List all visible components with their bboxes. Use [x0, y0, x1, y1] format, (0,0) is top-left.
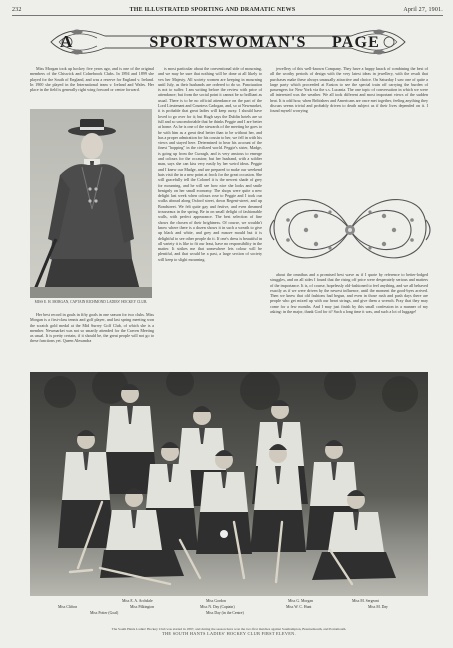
- player-name: Miss Potter (Goal): [90, 611, 119, 615]
- portrait-caption: MISS E. H. MORGAN, CAPTAIN RICHMOND LADIES' HOCKEY CLUB.: [34, 300, 148, 304]
- team-name-list: [30, 599, 428, 625]
- running-header: [12, 4, 443, 16]
- player-name: Miss Gordon: [206, 599, 226, 603]
- title-prefix: A: [60, 32, 74, 51]
- right-column-bottom: [270, 272, 428, 370]
- team-photo-caption: [30, 627, 428, 636]
- player-name: Miss M. Day: [368, 605, 388, 609]
- page-title: [60, 32, 380, 52]
- jewellery-illustration: [264, 190, 436, 270]
- article-text: is most particular about the conventional side of mourning, and we may be sure that nothing will be done at all likely to vex her Majesty. All society women are keeping in mourning until July, as their husbands are ordered to do so. Punctuation is not to suffer. I am writing before the review with price of attendance; but from the social point it cannot be so brilliant as usual. There is to be no official attendance on the part of the Lord Lieutenant and Countess Cadogan, and, so at Newmarket, it is probable that great ladies will keep away. I should have loved to go over for it; but Hugh says the Dublin hotels are so full and so uncomfortable that he thinks Peggie and I are better at home. As he is one of the stewards of the meeting he goes to be with him as a great deal better than to be without her, and has a proper admiration for his cousin to her, we fell in with his views and stayed here. Determined to hear his account of the finest "hopping" in the civilized world. Peggie's sister, Madge, is going up from the Curragh, and is very anxious to emerge and colours for the occasion; but her husband, with a soldier man, says she can kiss very easily by her weird ideas. Peggie and I knew our Madge, and are prepared to make our weekend hats visit the in a new point at frock for the great occasion. She will gracefully tell the Colonel it is the newest shade of grey for mourning, and he will see how nice she looks and smile benignly on her small economy. The shops were quite a new delight last week when colours rose to Peggie and I took our walks abroad along Oxford street, down Regent-street, and up Bondstreet. We felt quite gay and festive, and even dreamed trousseaux in the spring. Be in on small delight of fashionable walls, with perfect appearance. The best selection of fine shows the chosen of their brightness. Of course, we wouldn't know where there is a dozen shows it in such a wreath to give up black and white, and grey and mauve mould but it is delightful to see other people do it. If one's dress is beautiful in all variety it is like to fit our least, have no responsibility in the matter. It strikes me that somewhere lets colour will be plentiful, and that would be a past, a large section of society will keep to slight mourning.: [158, 66, 262, 262]
- player-name: Miss M. Sergeant: [352, 599, 379, 603]
- player-name: Miss Pilkington: [130, 605, 155, 609]
- article-text: Her best record in goals in fifty goals in one season for two clubs. Miss Morgan is a first-class tennis and golf player, and last spring meeting won the scratch gold medal at the Mid Surrey Golf Club, of which she is a member. Newmarket was not so smartly attended for the Craven Meeting as usual. It is pretty certain, if it should be, the great people will not go to these functions yet. Queen Alexandra: [30, 312, 154, 344]
- team-caption-note: The South Hants Ladies' Hockey Club was started in 1897, and during the season have won the two first matches against Southampton, Bournemouth, and Portsmouth.: [111, 627, 347, 631]
- article-text: about the omnibus and a promised best wave as if I quote by reference to better-lodged struggles, and on all sides I found that the rising off price were desperately serious and matters of the importance. It is, of course, hopelessly old-fashioned to feel anything, and we all behaved exactly as if we were driven by the newest influence, until the moment the good-byes arrived. Then we knew that old fashions had begun, and even in those rush and push days there are people who get mixed up with our heart strings, and give them a wrench. Pray that they may come for a few months. And I may just finish by this small confession in a manner of my asking: in the major, thank God for it? Such a long time it was, and such a lot of luggage!: [270, 272, 428, 315]
- player-name: Miss N. Day (Captain): [200, 605, 235, 609]
- article-text: jewellery of this well-known Company. They have a happy knack of combining the best of all the worthy periods of design with the very latest ideas in jewellery, with the result that purchases make these always unusually attractive and choice. On Saturday I saw one of quite a large party which proceeded at Euston to see the special train off carrying the burden of passengers for New York via the s.s. Lucania. The one topic of conversation in which we were all interested was the weather. We all took different and most important views of the sudden heat. It is odd how, when Bribishers and Americans are once met together, feeling anything they discuss seems trivial and probably driven to death subject as if their lives depended on it. I found myself worrying: [270, 66, 428, 114]
- left-column-top: [30, 66, 154, 108]
- team-caption-title: THE SOUTH HANTS LADIES' HOCKEY CLUB FIRST ELEVEN.: [162, 630, 296, 636]
- issue-date: April 27, 1901.: [403, 6, 443, 13]
- player-name: Miss Day (in the Centre): [206, 611, 244, 615]
- title-suffix: PAGE: [331, 34, 380, 51]
- middle-column: [158, 66, 262, 369]
- portrait-photo: [30, 109, 152, 298]
- article-text: Miss Morgan took up hockey five years ago, and is one of the original members of the Chiswick and Colnebrook Clubs. In 1894 and 1899 she played for the South of England, and was a reserve for England v. Ireland. In 1900 she played in the International team v. Ireland and Wales. Her place in the field is generally right wing forward or centre forward.: [30, 66, 154, 93]
- page-number: 232: [12, 6, 22, 13]
- player-name: Miss Clifton: [58, 605, 78, 609]
- right-column-top: [270, 66, 428, 186]
- player-name: Miss E. A. Archdale: [122, 599, 153, 603]
- player-name: Miss G. Morgan: [288, 599, 313, 603]
- title-main: SPORTSWOMAN'S: [149, 34, 307, 51]
- publication-title: THE ILLUSTRATED SPORTING AND DRAMATIC NEWS: [129, 6, 296, 13]
- left-column-bottom: [30, 312, 154, 370]
- player-name: Miss W. C. Hunt: [286, 605, 312, 609]
- team-photo: [30, 372, 428, 596]
